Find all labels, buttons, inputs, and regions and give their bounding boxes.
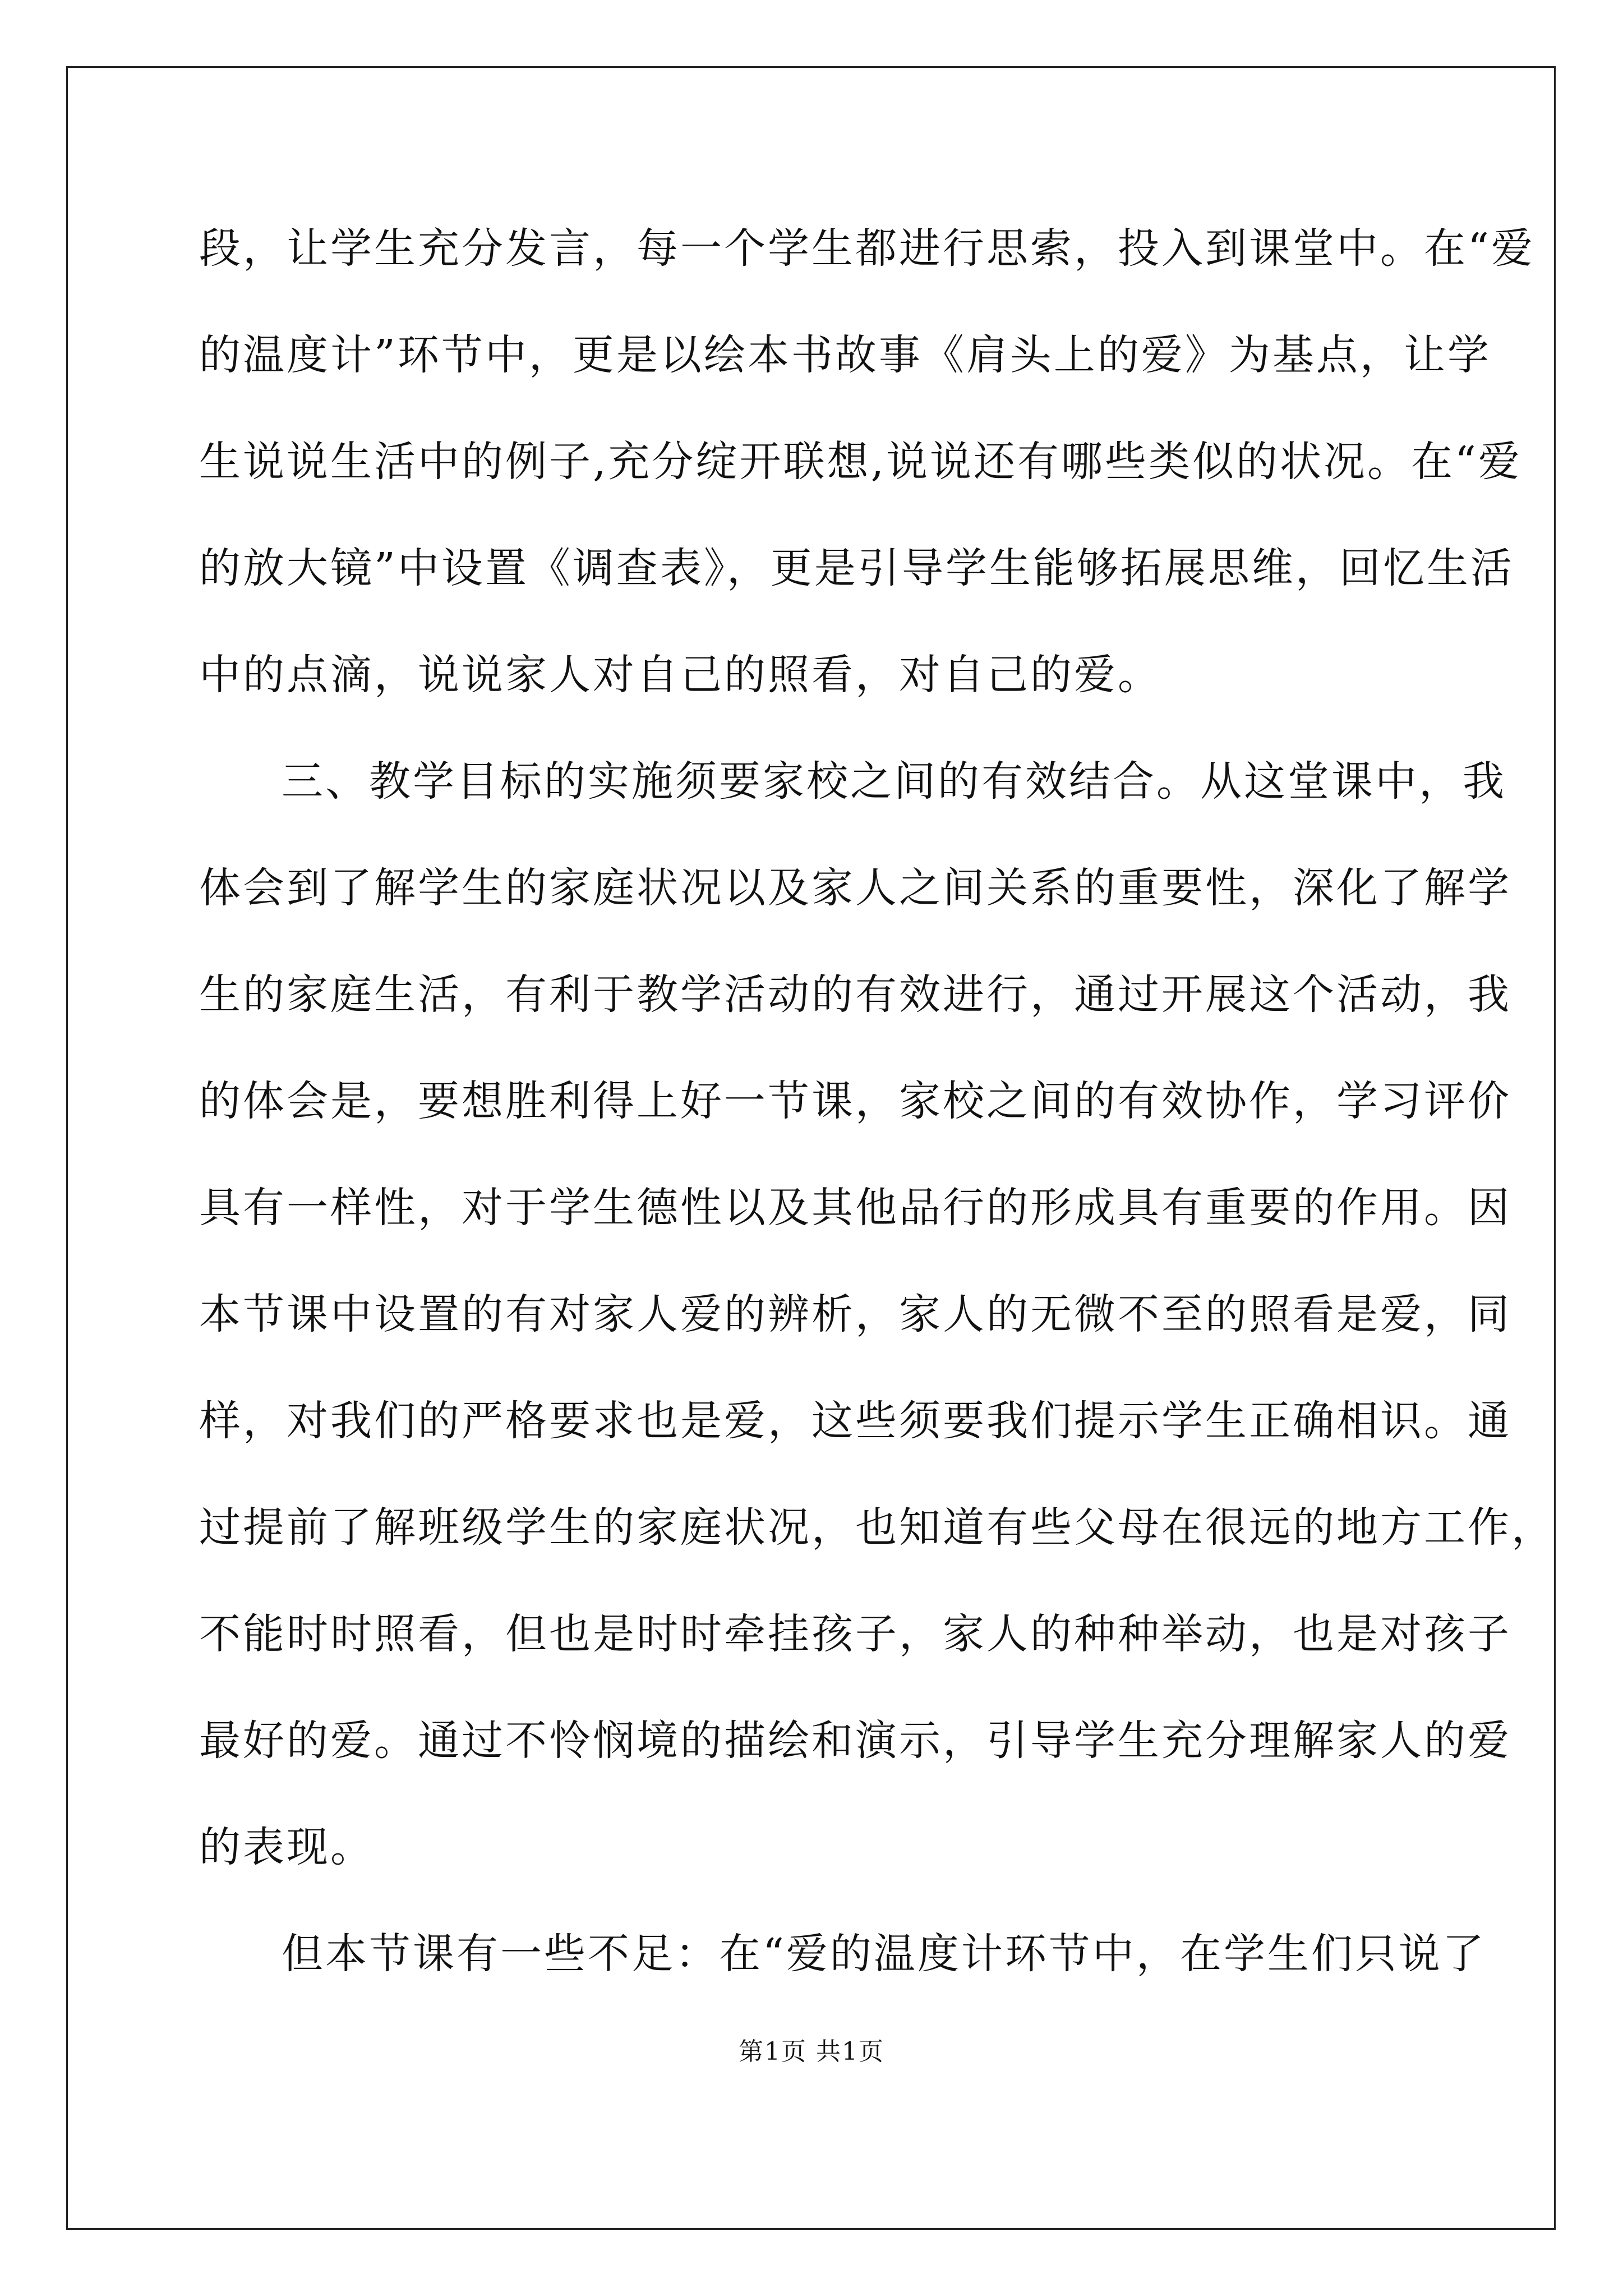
text-line: 的温度计”环节中，更是以绘本书故事《肩头上的爱》为基点，让学 <box>199 331 1491 379</box>
page-border <box>66 66 1556 2230</box>
text-line: 段，让学生充分发言，每一个学生都进行思索，投入到课堂中。在“爱 <box>199 224 1535 273</box>
text-line: 最好的爱。通过不怜悯境的描绘和演示，引导学生充分理解家人的爱 <box>199 1717 1511 1765</box>
page-number-footer: 第1页 共1页 <box>739 2037 884 2066</box>
text-line: 过提前了解班级学生的家庭状况，也知道有些父母在很远的地方工作， <box>199 1503 1555 1552</box>
text-line: 体会到了解学生的家庭状况以及家人之间关系的重要性，深化了解学 <box>199 864 1511 912</box>
paragraph-start-line: 但本节课有一些不足：在“爱的温度计环节中，在学生们只说了 <box>282 1930 1486 1978</box>
text-line: 样，对我们的严格要求也是爱，这些须要我们提示学生正确相识。通 <box>199 1397 1511 1445</box>
text-line: 本节课中设置的有对家人爱的辨析，家人的无微不至的照看是爱，同 <box>199 1290 1511 1338</box>
text-line: 的表现。 <box>199 1823 374 1871</box>
text-line: 具有一样性，对于学生德性以及其他品行的形成具有重要的作用。因 <box>199 1184 1511 1232</box>
text-line: 中的点滴，说说家人对自己的照看，对自己的爱。 <box>199 651 1161 699</box>
paragraph-start-line: 三、教学目标的实施须要家校之间的有效结合。从这堂课中，我 <box>282 757 1506 806</box>
text-line: 的体会是，要想胜利得上好一节课，家校之间的有效协作，学习评价 <box>199 1077 1511 1125</box>
text-line: 生的家庭生活，有利于教学活动的有效进行，通过开展这个活动，我 <box>199 970 1511 1019</box>
text-line: 不能时时照看，但也是时时牵挂孩子，家人的种种举动，也是对孩子 <box>199 1610 1511 1658</box>
text-line: 生说说生活中的例子,充分绽开联想,说说还有哪些类似的状况。在“爱 <box>199 438 1522 486</box>
text-line: 的放大镜”中设置《调查表》，更是引导学生能够拓展思维，回忆生活 <box>199 544 1514 592</box>
